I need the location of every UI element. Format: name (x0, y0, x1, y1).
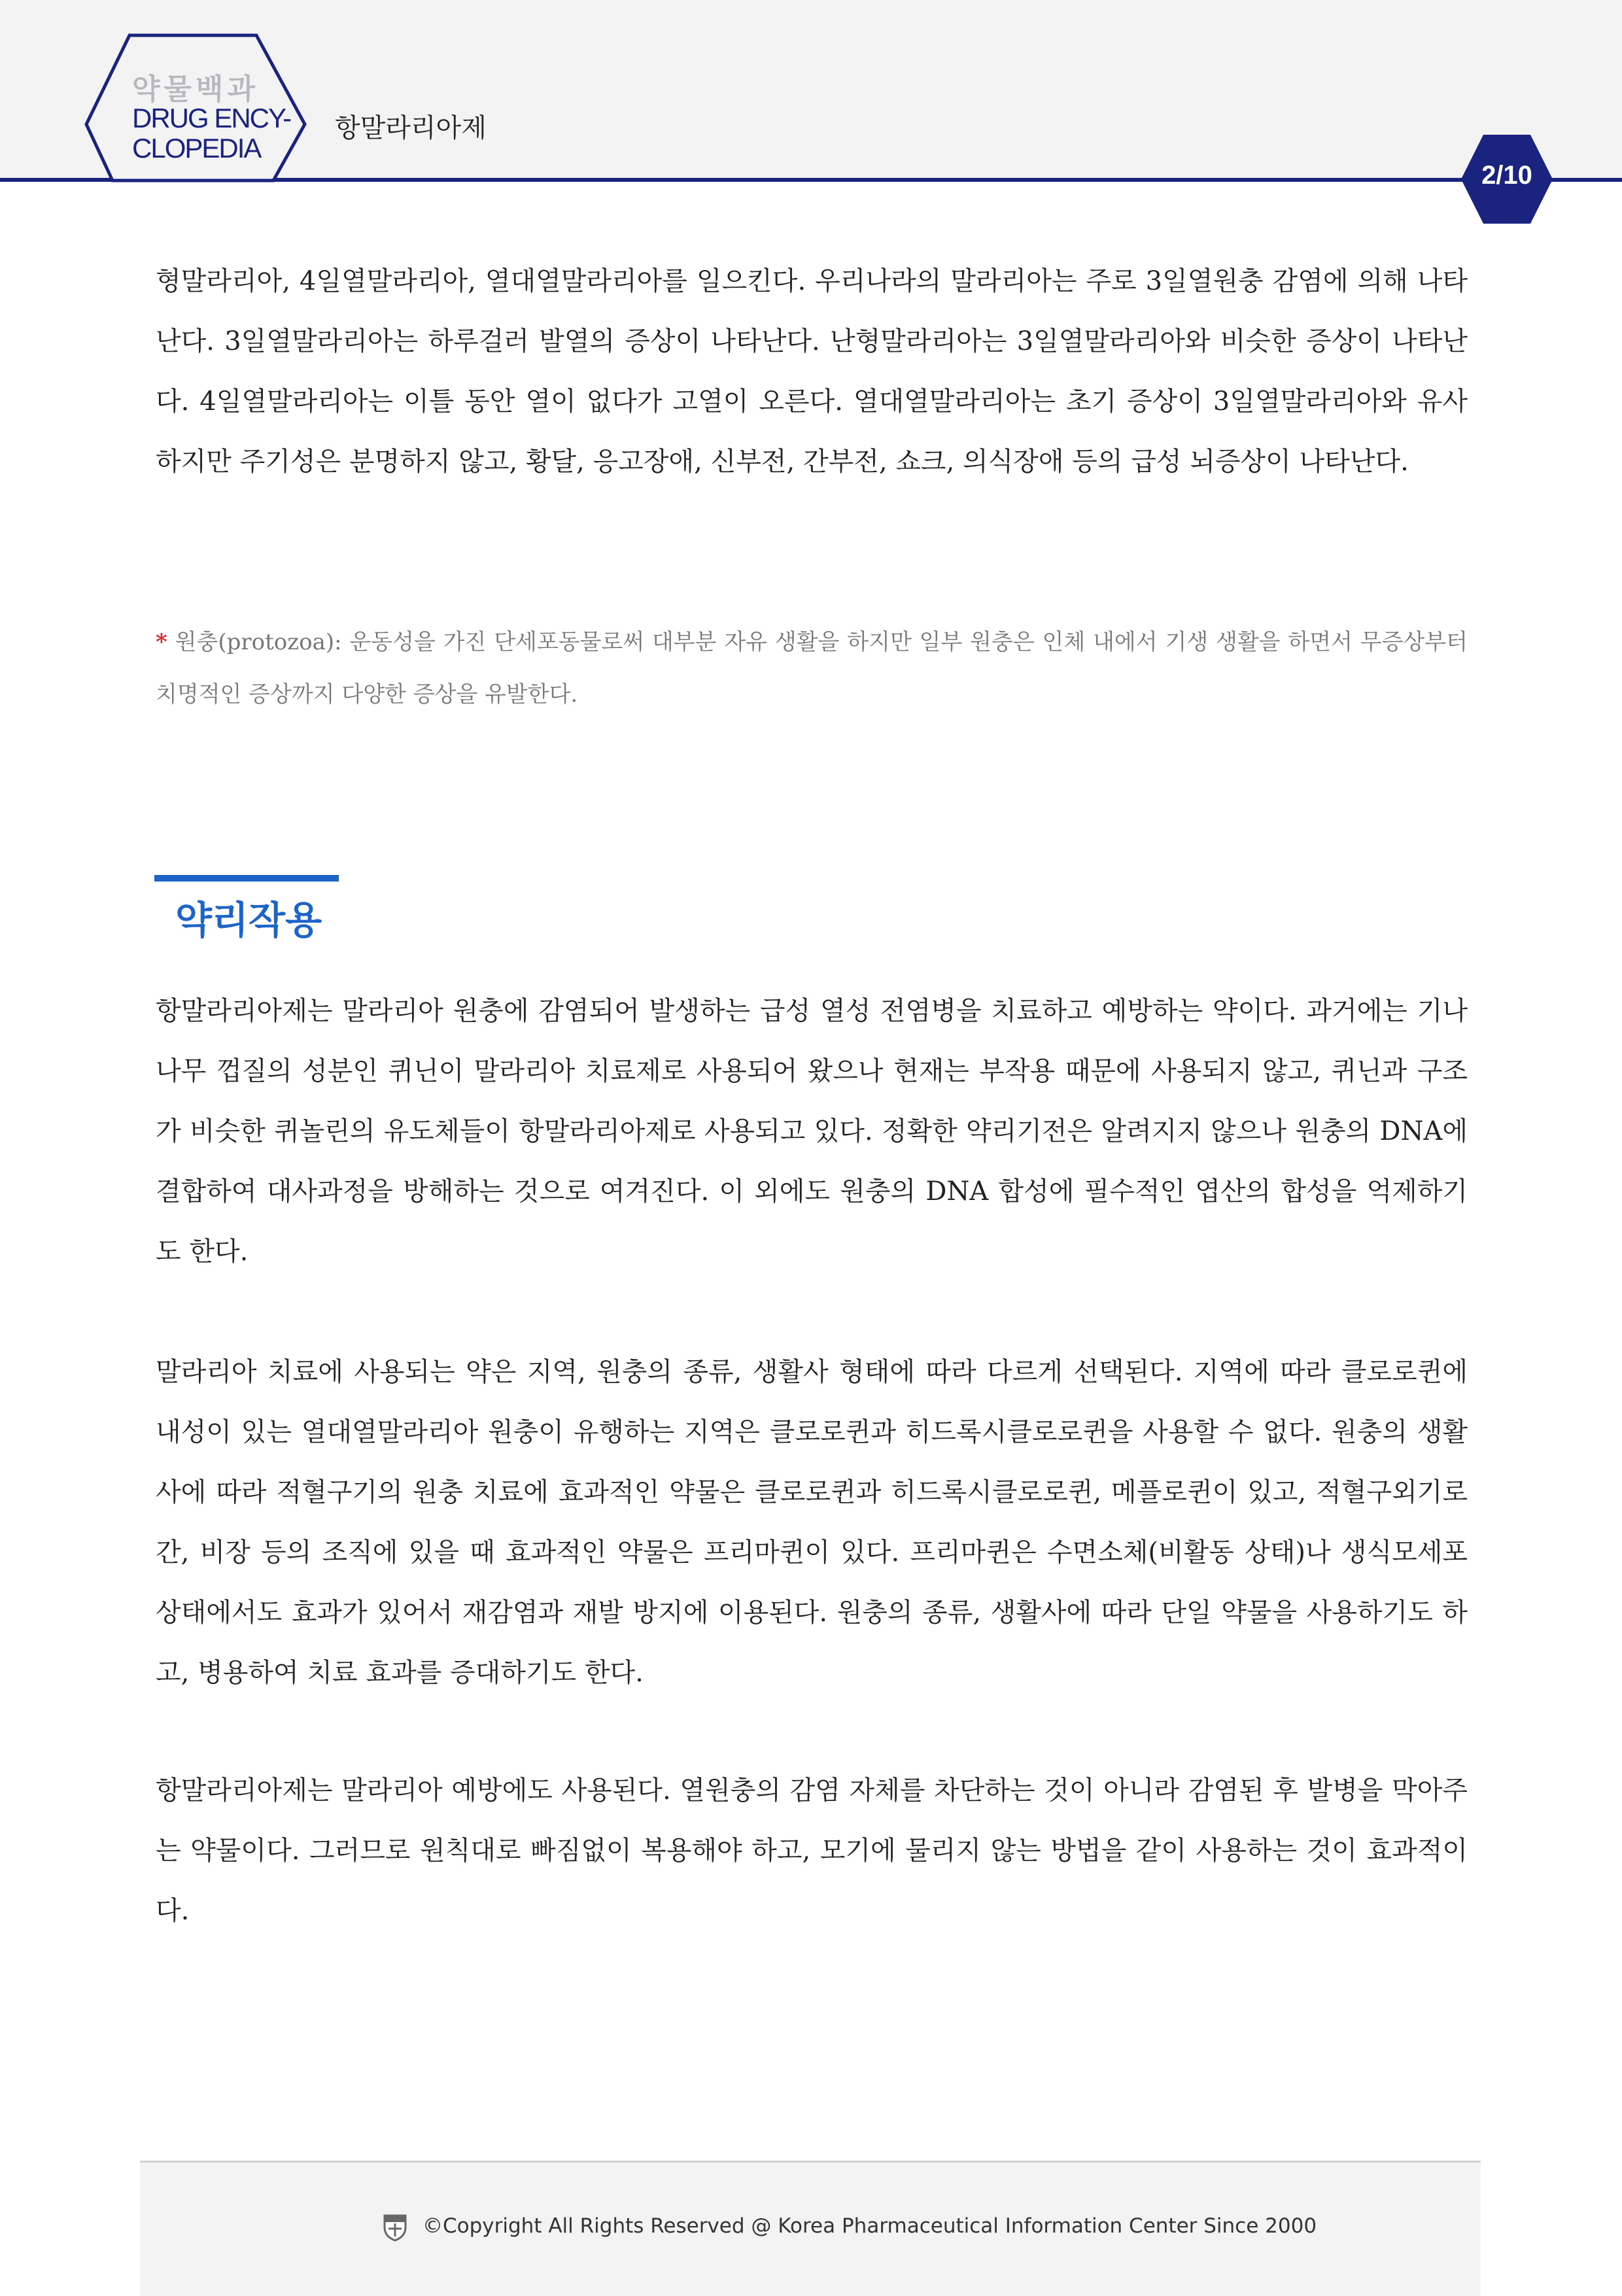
copyright-text: ©Copyright All Rights Reserved @ Korea Pharmaceutical Information Center Since 2000 (423, 2214, 1317, 2238)
paragraph-pharmacology-1: 항말라리아제는 말라리아 원충에 감염되어 발생하는 급성 열성 전염병을 치료하고 예방하는 약이다. 과거에는 기나나무 껍질의 성분인 퀴닌이 말라리아 치료제로 사용되어 왔으나 현재는 부작용 때문에 사용되지 않고, 퀴닌과 구조가 비슷한 퀴놀린의 유도체들이 항말라리아제로 사용되고 있다. 정확한 약리기전은 알려지지 않으나 원충의 DNA에 결합하여 대사과정을 방해하는 것으로 여겨진다. 이 외에도 원충의 DNA 합성에 필수적인 엽산의 합성을 억제하기도 한다. (156, 996, 1468, 1267)
footnote-text: 원충(protozoa): 운동성을 가진 단세포동물로써 대부분 자유 생활을 하지만 일부 원충은 인체 내에서 기생 생활을 하면서 무증상부터 치명적인 증상까지 다양한 증상을 유발한다. (156, 629, 1468, 708)
logo-korean-text: 약물백과 (132, 73, 260, 106)
page-indicator: 2/10 (1481, 161, 1532, 190)
shield-crest-icon (382, 2213, 408, 2242)
document-title: 항말라리아제 (335, 113, 487, 143)
footnote (156, 616, 1468, 721)
section-title-bar (154, 875, 339, 882)
paragraph-pharmacology-2: 말라리아 치료에 사용되는 약은 지역, 원충의 종류, 생활사 형태에 따라 다르게 선택된다. 지역에 따라 클로로퀸에 내성이 있는 열대열말라리아 원충이 유행하는 지역은 클로로퀸과 히드록시클로로퀸을 사용할 수 없다. 원충의 생활사에 따라 적혈구기의 원충 치료에 효과적인 약물은 클로로퀸과 히드록시클로로퀸, 메플로퀸이 있고, 적혈구외기로 간, 비장 등의 조직에 있을 때 효과적인 약물은 프리마퀸이 있다. 프리마퀸은 수면소체(비활동 상태)나 생식모세포 상태에서도 효과가 있어서 재감염과 재발 방지에 이용된다. 원충의 종류, 생활사에 따라 단일 약물을 사용하기도 하고, 병용하여 치료 효과를 증대하기도 한다. (156, 1357, 1468, 1688)
intro-paragraph: 형말라리아, 4일열말라리아, 열대열말라리아를 일으킨다. 우리나라의 말라리아는 주로 3일열원충 감염에 의해 나타난다. 3일열말라리아는 하루걸러 발열의 증상이 나타난다. 난형말라리아는 3일열말라리아와 비슷한 증상이 나타난다. 4일열말라리아는 이틀 동안 열이 없다가 고열이 오른다. 열대열말라리아는 초기 증상이 3일열말라리아와 유사하지만 주기성은 분명하지 않고, 황달, 응고장애, 신부전, 간부전, 쇼크, 의식장애 등의 급성 뇌증상이 나타난다. (156, 266, 1468, 477)
logo-english-text: DRUG ENCY- CLOPEDIA (132, 103, 291, 163)
paragraph-pharmacology-3: 항말라리아제는 말라리아 예방에도 사용된다. 열원충의 감염 자체를 차단하는 것이 아니라 감염된 후 발병을 막아주는 약물이다. 그러므로 원칙대로 빠짐없이 복용해야 하고, 모기에 물리지 않는 방법을 같이 사용하는 것이 효과적이다. (156, 1775, 1468, 1926)
footnote-marker: * (156, 629, 167, 655)
section-title: 약리작용 (175, 898, 322, 942)
